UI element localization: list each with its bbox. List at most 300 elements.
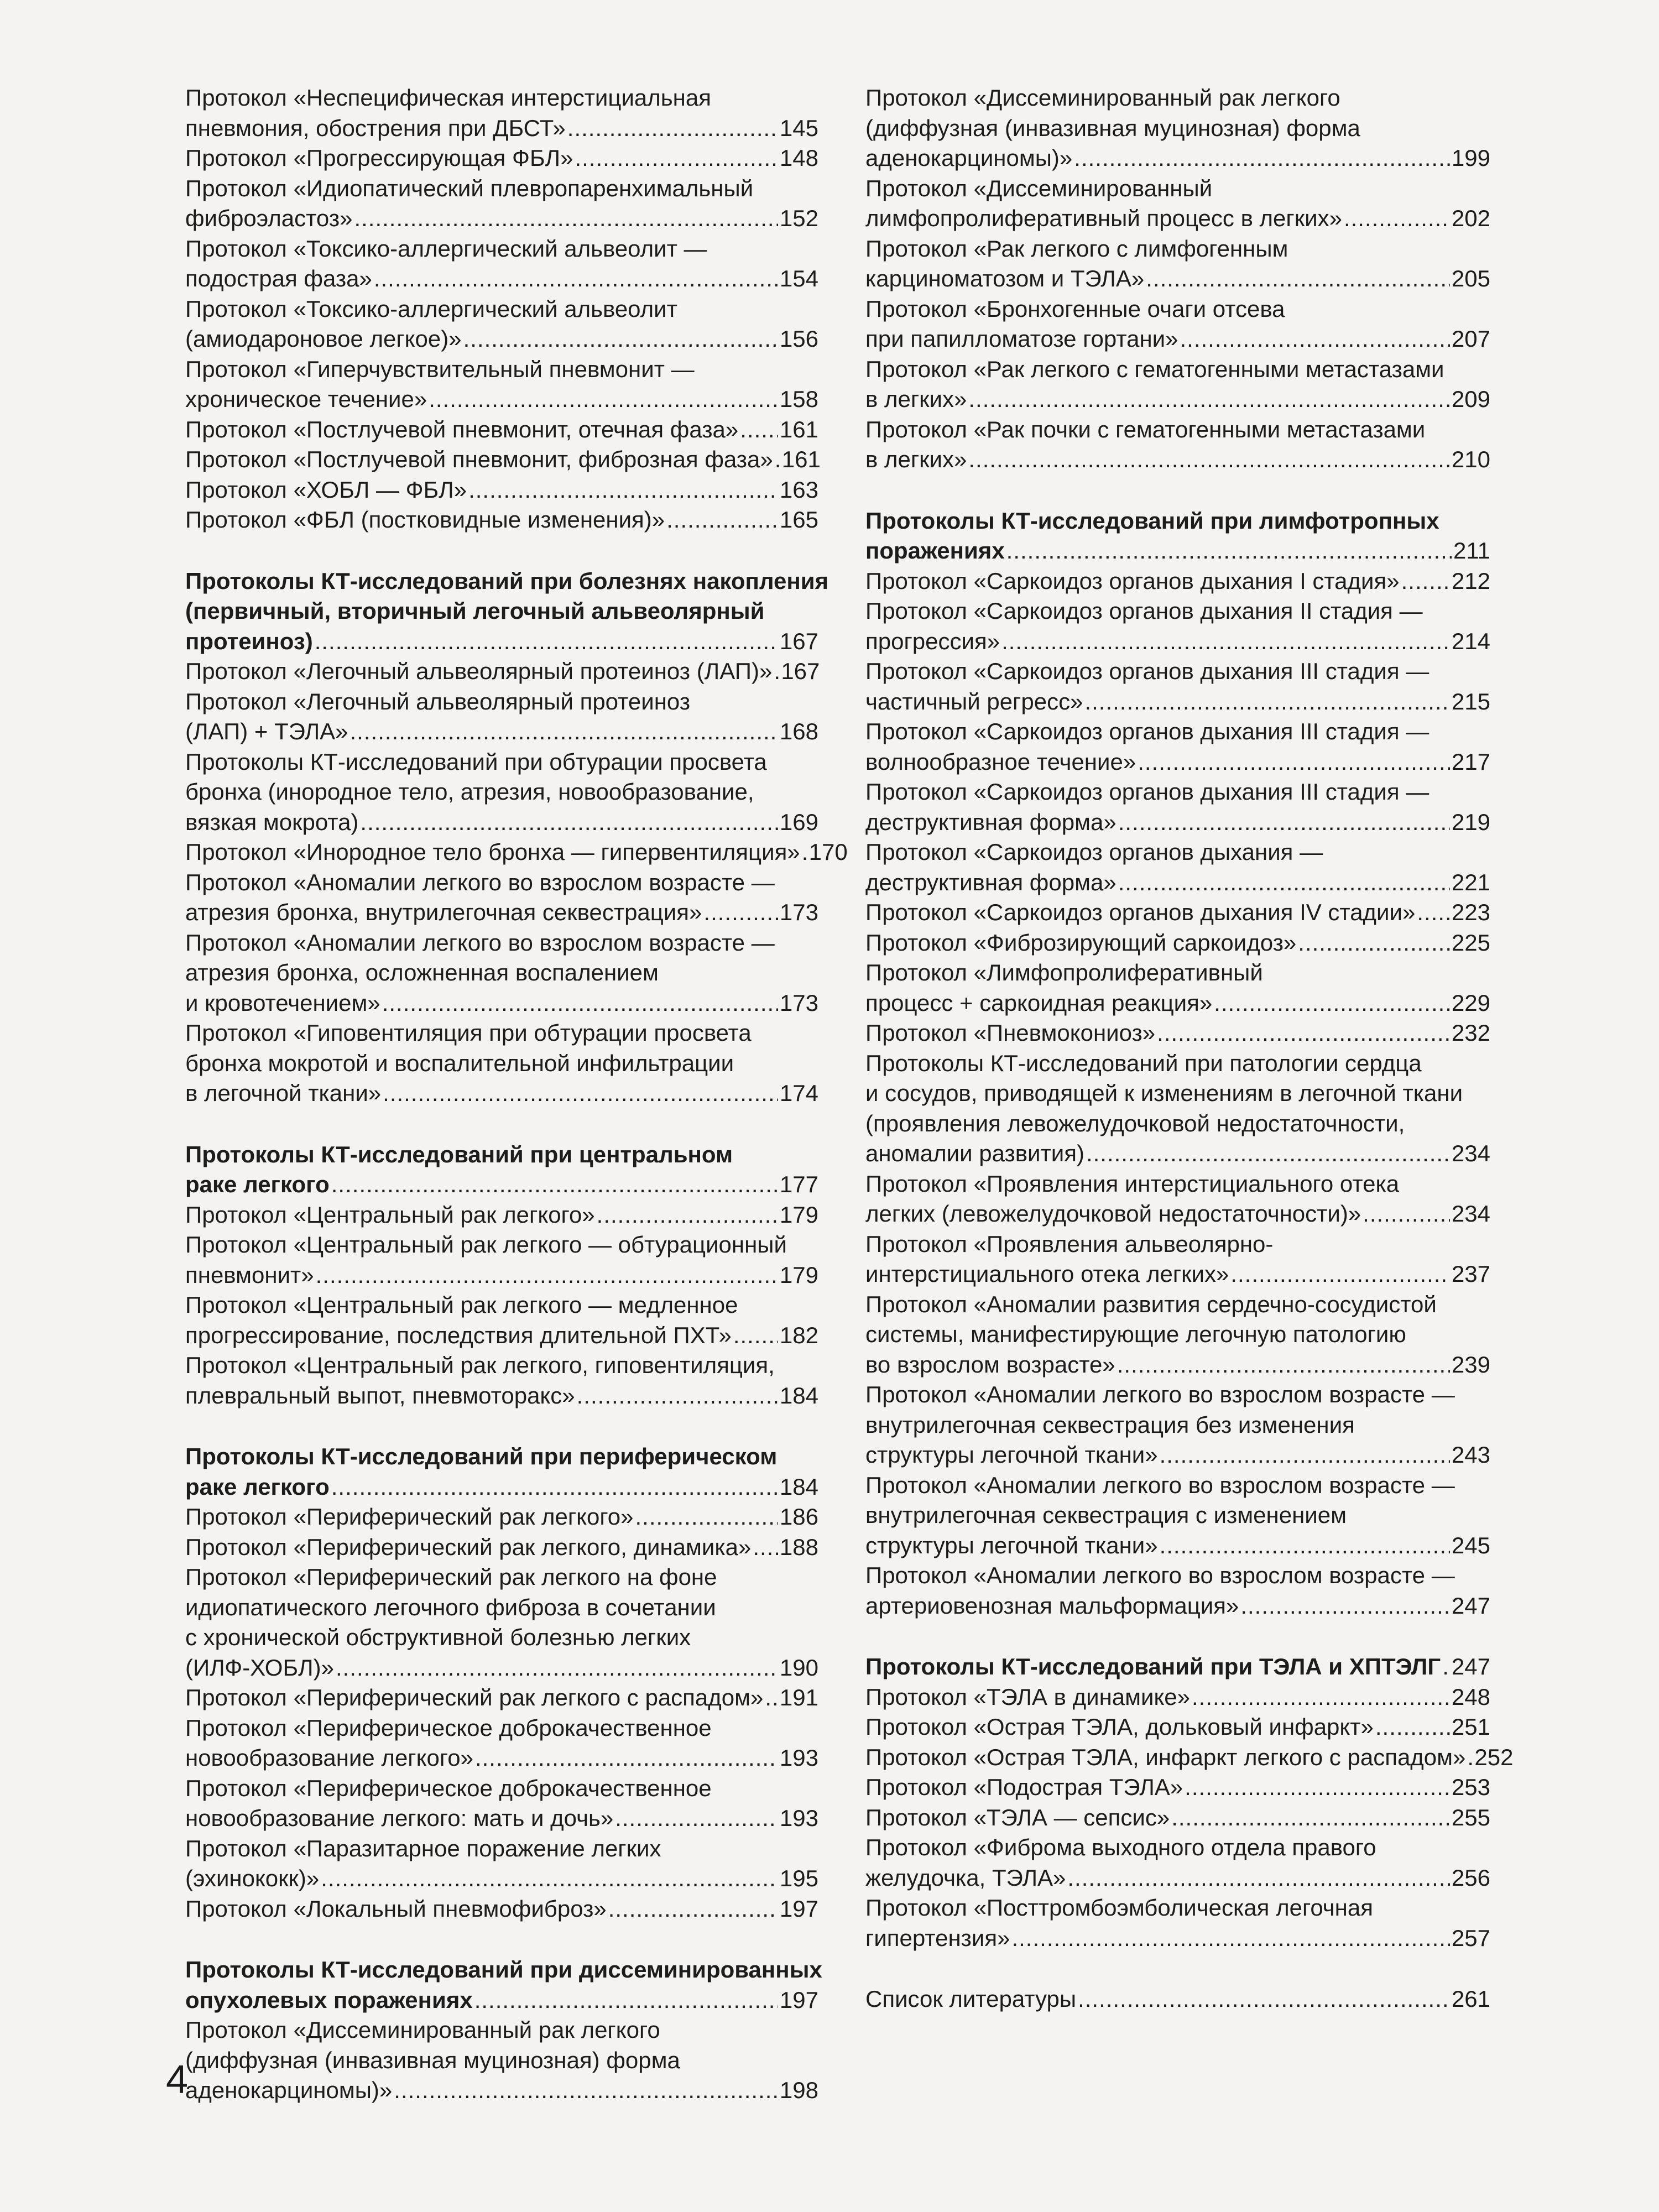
toc-entry bbox=[185, 415, 818, 445]
dot-leader bbox=[383, 1078, 778, 1109]
toc-entry-title-line: аномалии развития) bbox=[865, 1140, 1084, 1166]
toc-entry-title-line: Протоколы КТ-исследований при лимфотропных bbox=[865, 507, 1439, 534]
section-spacer bbox=[185, 1109, 818, 1140]
toc-entry-title-line: прогрессия» bbox=[865, 628, 1000, 654]
toc-entry bbox=[185, 294, 818, 354]
toc-entry bbox=[185, 83, 818, 143]
dot-leader bbox=[321, 1864, 778, 1894]
dot-leader bbox=[360, 807, 778, 838]
toc-page-ref: 261 bbox=[1451, 1986, 1490, 2012]
toc-entry-title-line: новообразование легкого: мать и дочь» bbox=[185, 1805, 614, 1831]
toc-entry-title-line: Протоколы КТ-исследований при патологии сердца bbox=[865, 1050, 1422, 1076]
toc-entry-title-line: в легких» bbox=[865, 386, 967, 412]
dot-leader bbox=[429, 384, 778, 415]
dot-leader bbox=[753, 1532, 778, 1563]
toc-page-ref: 212 bbox=[1451, 567, 1490, 594]
toc-entry-title-line: Протокол «Диссеминированный рак легкого bbox=[185, 2017, 660, 2043]
toc-entry bbox=[865, 294, 1490, 354]
dot-leader bbox=[1086, 1139, 1450, 1169]
toc-entry-title-line: гипертензия» bbox=[865, 1924, 1010, 1951]
toc-entry-title-line: Протокол «Рак почки с гематогенными метастазами bbox=[865, 416, 1426, 442]
section-spacer bbox=[185, 535, 818, 566]
toc-entry-title-line: процесс + саркоидная реакция» bbox=[865, 989, 1213, 1016]
toc-page-ref: 152 bbox=[779, 205, 818, 231]
toc-entry-title-line: Протокол «ТЭЛА — сепсис» bbox=[865, 1804, 1170, 1830]
toc-right-column bbox=[865, 83, 1514, 2015]
dot-leader bbox=[1084, 687, 1449, 717]
toc-entry-title-line: Протокол «Проявления альвеолярно- bbox=[865, 1230, 1274, 1257]
dot-leader bbox=[1160, 1440, 1450, 1470]
toc-entry-title-line: Протокол «Саркоидоз органов дыхания II стадия — bbox=[865, 598, 1423, 624]
toc-entry-title-line: (первичный, вторичный легочный альвеолярный bbox=[185, 598, 765, 624]
toc-entry-title-line: (ЛАП) + ТЭЛА» bbox=[185, 718, 348, 744]
toc-page-ref: 229 bbox=[1451, 989, 1490, 1016]
toc-entry-title-line: новообразование легкого» bbox=[185, 1745, 473, 1771]
toc-page-ref: 223 bbox=[1451, 899, 1490, 925]
toc-entry-title-line: лимфопролиферативный процесс в легких» bbox=[865, 205, 1342, 231]
dot-leader bbox=[1138, 747, 1450, 778]
toc-page-ref: 148 bbox=[779, 145, 818, 171]
toc-entry-title-line: структуры легочной ткани» bbox=[865, 1532, 1158, 1558]
toc-page-ref: 247 bbox=[1451, 1653, 1490, 1679]
toc-entry-title-line: Протокол «Легочный альвеолярный протеиноз bbox=[185, 688, 691, 714]
toc-entry-title-line: Протокол «Острая ТЭЛА, инфаркт легкого с распадом» bbox=[865, 1744, 1466, 1770]
toc-entry-title-line: (ИЛФ-ХОБЛ)» bbox=[185, 1654, 334, 1681]
toc-entry bbox=[865, 1561, 1490, 1621]
toc-entry bbox=[185, 174, 818, 234]
dot-leader bbox=[1157, 1018, 1450, 1048]
toc-entry-title-line: с хронической обструктивной болезнью легких bbox=[185, 1624, 691, 1650]
toc-entry bbox=[185, 143, 818, 174]
toc-entry bbox=[185, 1834, 818, 1894]
toc-entry bbox=[185, 1894, 818, 1924]
dot-leader bbox=[577, 1381, 778, 1411]
toc-entry bbox=[865, 1229, 1490, 1290]
toc-page-ref: 154 bbox=[779, 265, 818, 291]
dot-leader bbox=[567, 113, 778, 144]
toc-entry bbox=[185, 505, 818, 535]
toc-entry bbox=[185, 1290, 818, 1350]
toc-entry-title-line: Протокол «Аномалии легкого во взрослом возрасте — bbox=[865, 1562, 1455, 1588]
toc-entry bbox=[185, 656, 818, 687]
toc-entry-title-line: Протокол «Саркоидоз органов дыхания I стадия» bbox=[865, 567, 1400, 594]
toc-entry-title-line: бронха мокротой и воспалительной инфильтрации bbox=[185, 1050, 734, 1076]
toc-entry bbox=[865, 1893, 1490, 1953]
dot-leader bbox=[1401, 566, 1450, 597]
dot-leader bbox=[703, 898, 778, 928]
dot-leader bbox=[382, 988, 778, 1019]
toc-page-ref: 234 bbox=[1451, 1201, 1490, 1227]
dot-leader bbox=[331, 1472, 778, 1503]
toc-page-ref: 186 bbox=[779, 1504, 818, 1530]
dot-leader bbox=[1467, 1743, 1473, 1773]
toc-entry-title-line: Протоколы КТ-исследований при центральном bbox=[185, 1141, 733, 1167]
toc-page-ref: 219 bbox=[1451, 808, 1490, 835]
toc-entry bbox=[185, 354, 818, 415]
toc-entry-title-line: Протокол «Прогрессирующая ФБЛ» bbox=[185, 145, 573, 171]
toc-entry-title-line: Протокол «Саркоидоз органов дыхания — bbox=[865, 839, 1323, 865]
dot-leader bbox=[316, 1260, 778, 1291]
toc-entry-title-line: Протокол «Саркоидоз органов дыхания IV стадии» bbox=[865, 899, 1416, 925]
dot-leader bbox=[1118, 807, 1450, 838]
dot-leader bbox=[1442, 1652, 1450, 1682]
toc-entry-title-line: протеиноз) bbox=[185, 628, 313, 654]
section-spacer bbox=[865, 1621, 1490, 1652]
page-number: 4 bbox=[166, 2058, 189, 2102]
toc-page-ref: 197 bbox=[779, 1895, 818, 1922]
toc-entry-title-line: во взрослом возрасте» bbox=[865, 1351, 1115, 1378]
toc-section-heading bbox=[865, 1652, 1490, 1682]
toc-entry-title-line: Протокол «Периферическое доброкачественное bbox=[185, 1714, 712, 1741]
toc-page-ref: 209 bbox=[1451, 386, 1490, 412]
toc-entry-title-line: Протокол «Постлучевой пневмонит, отечная фаза» bbox=[185, 416, 739, 442]
toc-entry bbox=[865, 1833, 1490, 1893]
toc-entry bbox=[185, 234, 818, 294]
toc-entry-title-line: и сосудов, приводящей к изменениям в легочной ткани bbox=[865, 1080, 1463, 1106]
toc-page-ref: 251 bbox=[1451, 1714, 1490, 1740]
toc-page-ref: 179 bbox=[779, 1201, 818, 1228]
toc-entry-title-line: прогрессирование, последствия длительной ПХТ» bbox=[185, 1322, 732, 1348]
dot-leader bbox=[1240, 1591, 1450, 1621]
toc-entry-title-line: Протокол «Периферический рак легкого, динамика» bbox=[185, 1533, 752, 1560]
toc-page-ref: 234 bbox=[1451, 1140, 1490, 1166]
toc-entry bbox=[865, 1984, 1490, 2015]
toc-entry-title-line: Протоколы КТ-исследований при болезнях накопления bbox=[185, 567, 829, 594]
toc-entry-title-line: (диффузная (инвазивная муцинозная) форма bbox=[865, 114, 1360, 141]
dot-leader bbox=[597, 1200, 778, 1230]
toc-entry-title-line: Протоколы КТ-исследований при ТЭЛА и ХПТЭЛГ bbox=[865, 1653, 1441, 1679]
toc-entry-title-line: Протокол «Гиповентиляция при обтурации просвета bbox=[185, 1020, 752, 1046]
toc-page-ref: 232 bbox=[1451, 1020, 1490, 1046]
toc-section-heading bbox=[185, 1140, 818, 1200]
toc-entry-title-line: Протокол «Токсико-аллергический альвеолит — bbox=[185, 235, 707, 262]
toc-page-ref: 165 bbox=[779, 507, 818, 533]
toc-page-ref: 214 bbox=[1451, 628, 1490, 654]
toc-entry-title-line: Протокол «Легочный альвеолярный протеиноз (ЛАП)» bbox=[185, 658, 773, 684]
toc-page-ref: 255 bbox=[1451, 1804, 1490, 1830]
toc-entry-title-line: и кровотечением» bbox=[185, 989, 380, 1016]
toc-entry-title-line: Протокол «Центральный рак легкого» bbox=[185, 1201, 595, 1228]
dot-leader bbox=[1006, 536, 1452, 566]
dot-leader bbox=[1117, 1350, 1450, 1380]
dot-leader bbox=[1185, 1772, 1450, 1803]
toc-entry-title-line: Протокол «Центральный рак легкого, гиповентиляция, bbox=[185, 1352, 775, 1378]
toc-entry bbox=[865, 415, 1490, 475]
toc-section-heading bbox=[185, 566, 829, 657]
toc-entry-title-line: Протокол «Аномалии легкого во взрослом возрасте — bbox=[185, 869, 775, 895]
toc-entry-title-line: Протокол «Подострая ТЭЛА» bbox=[865, 1774, 1183, 1800]
toc-entry bbox=[185, 687, 818, 747]
toc-entry-title-line: артериовенозная мальформация» bbox=[865, 1592, 1239, 1619]
toc-entry bbox=[865, 1743, 1514, 1773]
dot-leader bbox=[666, 505, 778, 535]
dot-leader bbox=[475, 1743, 778, 1773]
toc-entry bbox=[185, 1532, 818, 1563]
dot-leader bbox=[740, 415, 778, 445]
toc-entry-title-line: Протокол «Токсико-аллергический альвеолит bbox=[185, 295, 677, 322]
toc-entry-title-line: карциноматозом и ТЭЛА» bbox=[865, 265, 1145, 291]
dot-leader bbox=[468, 475, 778, 505]
toc-page-ref: 179 bbox=[779, 1261, 818, 1288]
toc-page-ref: 225 bbox=[1451, 929, 1490, 956]
toc-page-ref: 167 bbox=[779, 628, 818, 654]
toc-page-ref: 169 bbox=[779, 808, 818, 835]
toc-page-ref: 174 bbox=[779, 1080, 818, 1106]
toc-entry-title-line: деструктивная форма» bbox=[865, 808, 1117, 835]
toc-entry-title-line: внутрилегочная секвестрация с изменением bbox=[865, 1502, 1347, 1528]
dot-leader bbox=[1160, 1531, 1450, 1561]
toc-page-ref: 247 bbox=[1451, 1592, 1490, 1619]
toc-entry-title-line: Протокол «ТЭЛА в динамике» bbox=[865, 1683, 1191, 1710]
toc-entry-title-line: Протокол «Пневмокониоз» bbox=[865, 1020, 1156, 1046]
toc-entry-title-line: Список литературы bbox=[865, 1986, 1077, 2012]
toc-entry-title-line: волнообразное течение» bbox=[865, 748, 1136, 775]
toc-entry-title-line: Протокол «Периферический рак легкого» bbox=[185, 1504, 634, 1530]
toc-entry bbox=[185, 1350, 818, 1411]
toc-entry-title-line: вязкая мокрота) bbox=[185, 808, 359, 835]
toc-page-ref: 221 bbox=[1451, 869, 1490, 895]
toc-entry bbox=[865, 566, 1490, 597]
toc-entry-title-line: Протокол «Лимфопролиферативный bbox=[865, 959, 1263, 985]
toc-page-ref: 198 bbox=[779, 2077, 818, 2103]
toc-entry bbox=[185, 868, 818, 928]
section-spacer bbox=[185, 1411, 818, 1442]
toc-page-ref: 210 bbox=[1451, 446, 1490, 472]
toc-page-ref: 190 bbox=[779, 1654, 818, 1681]
toc-entry bbox=[185, 475, 818, 505]
toc-entry-title-line: деструктивная форма» bbox=[865, 869, 1117, 895]
toc-entry bbox=[185, 928, 818, 1019]
dot-leader bbox=[1078, 1984, 1450, 2015]
toc-entry-title-line: опухолевых поражениях bbox=[185, 1986, 473, 2013]
toc-entry bbox=[865, 1018, 1490, 1048]
toc-entry bbox=[865, 1712, 1490, 1743]
dot-leader bbox=[608, 1894, 778, 1924]
toc-entry-title-line: Протокол «Периферический рак легкого на фоне bbox=[185, 1564, 717, 1590]
toc-left-column bbox=[185, 83, 848, 2106]
dot-leader bbox=[1375, 1712, 1450, 1743]
toc-entry bbox=[185, 1773, 818, 1834]
toc-page-ref: 215 bbox=[1451, 688, 1490, 714]
toc-page-ref: 199 bbox=[1451, 145, 1490, 171]
toc-page-ref: 145 bbox=[779, 114, 818, 141]
toc-entry bbox=[185, 1230, 818, 1290]
dot-leader bbox=[1417, 898, 1450, 928]
toc-entry-title-line: атрезия бронха, внутрилегочная секвестрация» bbox=[185, 899, 702, 925]
toc-entry bbox=[865, 1048, 1490, 1169]
toc-entry-title-line: Протокол «Неспецифическая интерстициальная bbox=[185, 85, 711, 111]
toc-page-ref: 173 bbox=[779, 899, 818, 925]
dot-leader bbox=[765, 1683, 778, 1713]
toc-entry-title-line: системы, манифестирующие легочную патологию bbox=[865, 1321, 1406, 1347]
toc-entry-title-line: раке легкого bbox=[185, 1473, 330, 1500]
toc-entry-title-line: Протокол «Диссеминированный рак легкого bbox=[865, 85, 1340, 111]
toc-entry-title-line: поражениях bbox=[865, 538, 1005, 564]
toc-section-heading bbox=[865, 506, 1490, 566]
toc-entry-title-line: Протокол «Постлучевой пневмонит, фиброзная фаза» bbox=[185, 446, 773, 472]
toc-entry-title-line: внутрилегочная секвестрация без изменения bbox=[865, 1411, 1355, 1438]
toc-entry-title-line: атрезия бронха, осложненная воспалением bbox=[185, 959, 659, 985]
toc-entry-title-line: Протокол «Паразитарное поражение легких bbox=[185, 1835, 661, 1861]
toc-entry-title-line: Протоколы КТ-исследований при периферическом bbox=[185, 1443, 778, 1469]
toc-entry bbox=[865, 777, 1490, 837]
dot-leader bbox=[354, 204, 778, 234]
toc-page-ref: 156 bbox=[779, 326, 818, 352]
toc-entry-title-line: Протокол «ХОБЛ — ФБЛ» bbox=[185, 476, 467, 503]
toc-entry-title-line: интерстициального отека легких» bbox=[865, 1261, 1229, 1287]
dot-leader bbox=[394, 2075, 778, 2106]
toc-entry bbox=[865, 596, 1490, 656]
toc-page-ref: 243 bbox=[1451, 1442, 1490, 1468]
dot-leader bbox=[802, 837, 807, 868]
toc-entry-title-line: Протокол «Идиопатический плевропаренхимальный bbox=[185, 175, 754, 201]
dot-leader bbox=[1344, 204, 1450, 234]
dot-leader bbox=[1146, 264, 1450, 294]
toc-entry-title-line: Протокол «Аномалии легкого во взрослом возрасте — bbox=[865, 1381, 1455, 1407]
toc-page-ref: 177 bbox=[779, 1171, 818, 1197]
section-spacer bbox=[865, 475, 1490, 506]
toc-entry bbox=[865, 928, 1490, 958]
dot-leader bbox=[336, 1653, 778, 1683]
dot-leader bbox=[463, 324, 778, 354]
dot-leader bbox=[968, 384, 1450, 415]
toc-entry-title-line: Протокол «Гиперчувствительный пневмонит — bbox=[185, 356, 695, 382]
toc-entry-title-line: частичный регресс» bbox=[865, 688, 1083, 714]
toc-entry-title-line: Протокол «ФБЛ (постковидные изменения)» bbox=[185, 507, 665, 533]
toc-entry-title-line: Протокол «Саркоидоз органов дыхания III стадия — bbox=[865, 658, 1430, 684]
dot-leader bbox=[1192, 1682, 1450, 1713]
dot-leader bbox=[635, 1502, 778, 1532]
toc-page-ref: 195 bbox=[779, 1865, 818, 1891]
toc-entry bbox=[185, 1200, 818, 1230]
toc-entry-title-line: Протокол «Аномалии развития сердечно-сосудистой bbox=[865, 1291, 1437, 1317]
toc-entry-title-line: Протокол «Периферическое доброкачественное bbox=[185, 1775, 712, 1801]
dot-leader bbox=[1011, 1923, 1449, 1954]
toc-page-ref: 237 bbox=[1451, 1261, 1490, 1287]
toc-entry-title-line: в легочной ткани» bbox=[185, 1080, 382, 1106]
toc-entry-title-line: раке легкого bbox=[185, 1171, 330, 1197]
toc-page-ref: 256 bbox=[1451, 1864, 1490, 1891]
toc-page-ref: 253 bbox=[1451, 1774, 1490, 1800]
toc-entry-title-line: Протокол «Посттромбоэмболическая легочная bbox=[865, 1895, 1373, 1921]
toc-entry bbox=[185, 445, 821, 475]
toc-entry bbox=[185, 747, 818, 838]
dot-leader bbox=[733, 1321, 778, 1351]
toc-entry-title-line: (проявления левожелудочковой недостаточности, bbox=[865, 1110, 1405, 1136]
toc-entry-title-line: (диффузная (инвазивная муцинозная) форма bbox=[185, 2047, 680, 2073]
toc-page-ref: 207 bbox=[1451, 326, 1490, 352]
section-spacer bbox=[865, 1953, 1490, 1984]
toc-entry bbox=[185, 1683, 818, 1713]
toc-entry bbox=[865, 837, 1490, 898]
toc-entry-title-line: Протокол «Аномалии легкого во взрослом возрасте — bbox=[185, 929, 775, 956]
toc-page-ref: 188 bbox=[779, 1533, 818, 1560]
dot-leader bbox=[1230, 1259, 1450, 1290]
dot-leader bbox=[575, 143, 778, 174]
toc-page-ref: 205 bbox=[1451, 265, 1490, 291]
toc-entry-title-line: Протоколы КТ-исследований при диссеминированных bbox=[185, 1957, 822, 1983]
toc-entry bbox=[865, 1169, 1490, 1229]
toc-page-ref: 252 bbox=[1474, 1744, 1514, 1770]
toc-entry-title-line: Протокол «Центральный рак легкого — медленное bbox=[185, 1292, 738, 1318]
toc-page-ref: 202 bbox=[1451, 205, 1490, 231]
dot-leader bbox=[1363, 1199, 1450, 1229]
toc-entry-title-line: бронха (инородное тело, атрезия, новообразование, bbox=[185, 779, 754, 805]
toc-page-ref: 161 bbox=[781, 446, 821, 472]
toc-entry-title-line: легких (левожелудочковой недостаточности)» bbox=[865, 1201, 1361, 1227]
dot-leader bbox=[1214, 988, 1450, 1019]
toc-entry-title-line: фиброэластоз» bbox=[185, 205, 353, 231]
dot-leader bbox=[968, 445, 1450, 475]
dot-leader bbox=[615, 1803, 778, 1834]
toc-entry bbox=[185, 837, 848, 868]
toc-entry bbox=[865, 717, 1490, 777]
toc-page-ref: 193 bbox=[779, 1745, 818, 1771]
toc-entry bbox=[865, 1380, 1490, 1470]
toc-entry bbox=[865, 958, 1490, 1018]
toc-entry-title-line: Протокол «Фиброзирующий саркоидоз» bbox=[865, 929, 1297, 956]
dot-leader bbox=[315, 627, 778, 657]
toc-page-ref: 170 bbox=[808, 839, 848, 865]
toc-page-ref: 168 bbox=[779, 718, 818, 744]
toc-page-ref: 167 bbox=[781, 658, 820, 684]
toc-entry-title-line: Протокол «Проявления интерстициального отека bbox=[865, 1170, 1400, 1197]
toc-entry bbox=[865, 1470, 1490, 1561]
toc-entry-title-line: Протокол «Диссеминированный bbox=[865, 175, 1213, 201]
toc-entry-title-line: в легких» bbox=[865, 446, 967, 472]
toc-entry bbox=[185, 1562, 818, 1683]
toc-entry-title-line: структуры легочной ткани» bbox=[865, 1442, 1158, 1468]
toc-entry-title-line: (амиодароновое легкое)» bbox=[185, 326, 462, 352]
toc-entry-title-line: Протокол «Фиброма выходного отдела правого bbox=[865, 1834, 1376, 1860]
dot-leader bbox=[331, 1170, 778, 1200]
toc-page-ref: 182 bbox=[779, 1322, 818, 1348]
dot-leader bbox=[1067, 1863, 1450, 1893]
toc-entry-title-line: Протокол «Инородное тело бронха — гипервентиляция» bbox=[185, 839, 800, 865]
toc-entry-title-line: Протоколы КТ-исследований при обтурации просвета bbox=[185, 748, 767, 775]
toc-entry bbox=[865, 354, 1490, 415]
toc-entry bbox=[185, 1502, 818, 1532]
toc-page-ref: 245 bbox=[1451, 1532, 1490, 1558]
dot-leader bbox=[1171, 1803, 1450, 1833]
toc-entry-title-line: хроническое течение» bbox=[185, 386, 427, 412]
section-spacer bbox=[185, 1924, 818, 1955]
dot-leader bbox=[1074, 143, 1450, 174]
toc-section-heading bbox=[185, 1955, 822, 2015]
toc-page-ref: 248 bbox=[1451, 1683, 1490, 1710]
toc-entry-title-line: Протокол «Острая ТЭЛА, дольковый инфаркт» bbox=[865, 1714, 1374, 1740]
toc-entry bbox=[865, 83, 1490, 174]
toc-page-ref: 173 bbox=[779, 989, 818, 1016]
toc-entry-title-line: при папилломатозе гортани» bbox=[865, 326, 1178, 352]
toc-entry-title-line: подострая фаза» bbox=[185, 265, 372, 291]
toc-entry bbox=[185, 1018, 818, 1109]
toc-page-ref: 239 bbox=[1451, 1351, 1490, 1378]
toc-page-ref: 211 bbox=[1453, 538, 1490, 564]
toc-entry-title-line: (эхинококк)» bbox=[185, 1865, 320, 1891]
toc-page-ref: 163 bbox=[779, 476, 818, 503]
toc-page-ref: 217 bbox=[1451, 748, 1490, 775]
dot-leader bbox=[1298, 928, 1450, 958]
toc-entry-title-line: идиопатического легочного фиброза в сочетании bbox=[185, 1594, 716, 1620]
toc-page-ref: 161 bbox=[779, 416, 818, 442]
toc-entry-title-line: Протокол «Рак легкого с лимфогенным bbox=[865, 235, 1288, 262]
toc-entry bbox=[185, 2015, 818, 2106]
toc-entry bbox=[865, 656, 1490, 717]
dot-leader bbox=[374, 264, 778, 294]
toc-entry-title-line: Протокол «Локальный пневмофиброз» bbox=[185, 1895, 607, 1922]
toc-page-ref: 184 bbox=[779, 1382, 818, 1408]
